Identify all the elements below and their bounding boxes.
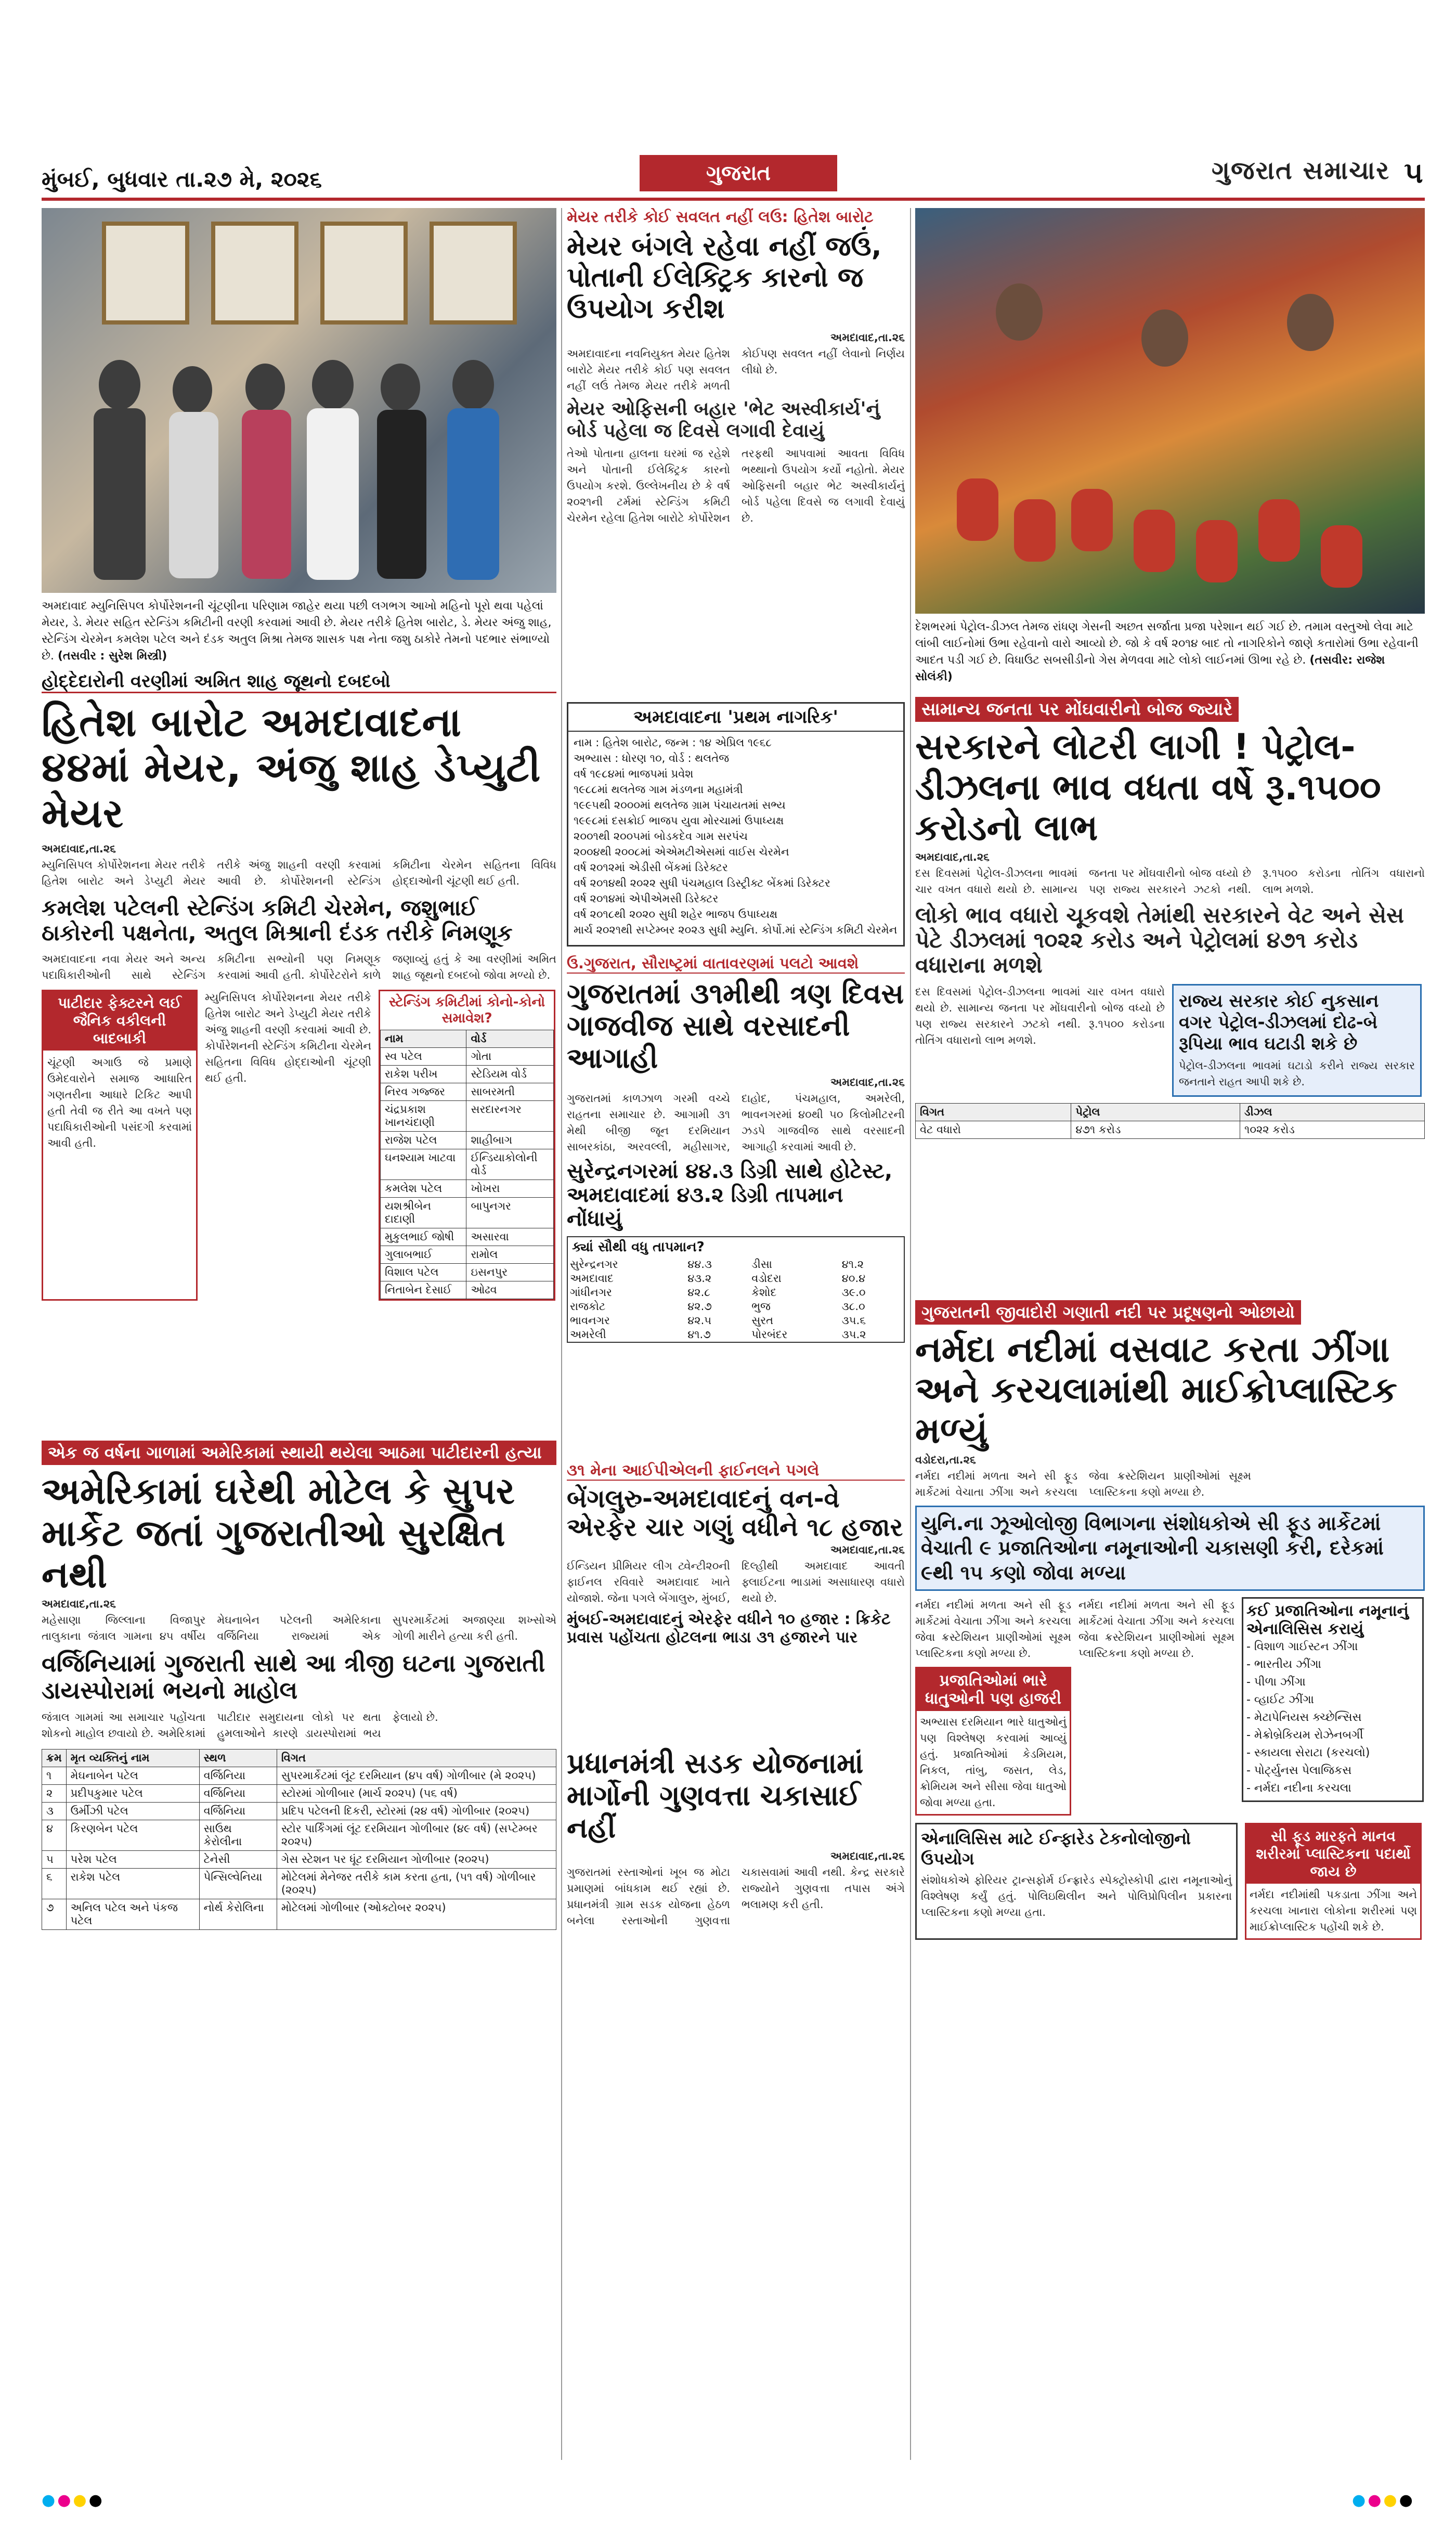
temperature-row	[568, 1272, 904, 1286]
committee-row	[381, 1065, 554, 1083]
patidar-box-body: ચૂંટણી અગાઉ જે પ્રમાણે ઉમેદવારોને સમાજ આધારિત ગણતરીના આધારે ટિકિટ આપી હતી તેવી જ રીતે આ વખતે પણ પદાધિકારીઓની પસંદગી કરવામાં આવી હતી.	[47, 1056, 192, 1149]
committee-name: નિતાબેન દેસાઈ	[381, 1281, 466, 1299]
airfare-dateline: અમદાવાદ,તા.૨૬	[830, 1544, 905, 1557]
committee-name: રાજેશ પટેલ	[381, 1131, 466, 1149]
us-dateline: અમદાવાદ,તા.૨૬	[42, 1597, 116, 1610]
us-table-cell: નોર્થ કેરોલિના	[199, 1899, 277, 1930]
narmada-col-3	[1242, 1597, 1424, 1816]
temperature-row	[568, 1258, 904, 1272]
temperature-value: ૩૫.૬	[841, 1314, 866, 1327]
temperature-city: અમદાવાદ	[570, 1272, 614, 1285]
temperature-value: ૩૮.૦	[841, 1300, 865, 1313]
narmada-body-2: નર્મદા નદીમાં મળતા અને સી ફૂડ માર્કેટમાં વેચાતા ઝીંગા અને કરચલા જેવા ક્રસ્ટેશિયન પ્રાણીઓમાં સૂક્ષ્મ પ્લાસ્ટિકના કણો મળ્યા છે.	[915, 1599, 1071, 1660]
airfare-story	[567, 1461, 905, 1737]
fuel-table-cell: ૧૦૨૨ કરોડ	[1240, 1121, 1425, 1138]
masthead-logo: ગુજરાત સમાચાર	[1212, 156, 1390, 185]
us-table-cell: ૫	[42, 1851, 67, 1869]
standing-committee-box	[379, 990, 555, 1301]
profile-title: અમદાવાદના 'પ્રથમ નાગરિક'	[568, 704, 903, 732]
temperature-value: ૪૧.૨	[841, 1258, 864, 1271]
us-table-cell: પરેશ પટેલ	[66, 1851, 199, 1869]
officials-photo	[42, 208, 556, 593]
profile-line: વર્ષ ૨૦૧૪માં એપીએમસી ડિરેક્ટર	[574, 892, 719, 905]
us-table-cell: વર્જિનિયા	[199, 1803, 277, 1820]
temperature-value: ૪૦.૪	[841, 1272, 866, 1285]
temperature-value: ૪૨.૮	[687, 1286, 710, 1299]
committee-row	[381, 1047, 554, 1065]
fuel-box-title: રાજ્ય સરકાર કોઈ નુકસાન વગર પેટ્રોલ-ડીઝલમાં દોઢ-બે રૂપિયા ભાવ ઘટાડી શકે છે	[1179, 991, 1379, 1055]
profile-line: ૨૦૦૪થી ૨૦૦૮માં એએમટીએસમાં વાઈસ ચેરમેન	[574, 846, 789, 858]
committee-row	[381, 1197, 554, 1228]
temperature-value: ૪૧.૭	[687, 1328, 711, 1341]
us-table-cell: સાઉથ કેરોલીના	[199, 1820, 277, 1851]
us-table-cell: સ્ટોર પાર્કિંગમાં લૂંટ દરમિયાન ગોળીબાર (૪૯ વર્ષ) (સપ્ટેમ્બર ૨૦૨૫)	[277, 1820, 556, 1851]
temperature-city: ભાવનગર	[570, 1314, 610, 1327]
us-table-cell: ઉર્મીઝી પટેલ	[66, 1803, 199, 1820]
species-item: - મેટાપેનિયસ ક્ચ્છેન્સિસ	[1246, 1711, 1362, 1725]
mayor-subhead: મેયર ઓફિસની બહાર 'ભેટ અસ્વીકાર્ય'નું બોર્ડ પહેલા જ દિવસે લગાવી દેવાયું	[567, 398, 880, 442]
infrared-box	[915, 1823, 1238, 1940]
committee-row	[381, 1228, 554, 1246]
heavy-metals-title: પ્રજાતિઓમાં ભારે ધાતુઓની પણ હાજરી	[917, 1668, 1070, 1711]
profile-line: માર્ચ ૨૦૨૧થી સપ્ટેમ્બર ૨૦૨૩ સુધી મ્યુનિ. કોર્પો.માં સ્ટેન્ડિંગ કમિટી ચેરમેન	[574, 924, 898, 936]
officials-photo-art	[42, 208, 556, 593]
profile-line: વર્ષ ૨૦૧૪થી ૨૦૨૨ સુધી પંચમહાલ ડિસ્ટ્રીક્ટ બેંકમાં ડિરેક્ટર	[574, 877, 830, 889]
committee-ward: અસારવા	[466, 1228, 554, 1246]
us-kicker: એક જ વર્ષના ગાળામાં અમેરિકામાં સ્થાયી થયેલા આઠમા પાટીદારની હત્યા	[42, 1441, 556, 1465]
committee-ward: ઈન્ડિયાકોલોની વોર્ડ	[466, 1149, 554, 1180]
fuel-table-row	[916, 1121, 1425, 1138]
committee-name: ગુલાબભાઈ	[381, 1246, 466, 1263]
seafood-title: સી ફૂડ મારફતે માનવ શરીરમાં પ્લાસ્ટિકના પદાર્થો જાય છે	[1246, 1824, 1420, 1884]
species-title: કઈ પ્રજાતિઓના નમૂનાનું એનાલિસિસ કરાયું	[1246, 1602, 1409, 1639]
us-table-header: વિગત	[277, 1750, 556, 1767]
profile-box	[567, 702, 905, 947]
narmada-story	[915, 1300, 1425, 2460]
us-table-header: સ્થળ	[199, 1750, 277, 1767]
mayor-story	[567, 208, 905, 614]
us-table-header: મૃત વ્યક્તિનું નામ	[66, 1750, 199, 1767]
dateline: મુંબઈ, બુધવાર તા.૨૭ મે, ૨૦૨૬	[42, 166, 322, 192]
committee-row	[381, 1246, 554, 1263]
species-item: - નર્મદા નદીના કરચલા	[1246, 1782, 1351, 1795]
temperature-title: ક્યાં સૌથી વધુ તાપમાન?	[572, 1239, 705, 1255]
committee-name: ચંદ્રપ્રકાશ ખાનચંદાણી	[381, 1100, 466, 1131]
us-body-2: જંત્રાલ ગામમાં આ સમાચાર પહોંચતા શોકનો માહોલ છવાયો છે. અમેરિકામાં પાટીદાર સમુદાયના લોકો પર થતા હુમલાઓને કારણે ડાયસ્પોરામાં ભય ફેલાયો છે.	[42, 1711, 438, 1740]
committee-col-ward: વોર્ડ	[466, 1030, 554, 1047]
profile-line: ૧૯૯૫થી ૨૦૦૦માં થલતેજ ગ્રામ પંચાયતમાં સભ્ય	[574, 799, 786, 811]
profile-line: વર્ષ ૧૯૮૪માં ભાજપમાં પ્રવેશ	[574, 768, 694, 780]
seafood-box	[1245, 1823, 1422, 1940]
us-table-cell: વર્જિનિયા	[199, 1767, 277, 1785]
fuel-body-2: દસ દિવસમાં પેટ્રોલ-ડીઝલના ભાવમાં ચાર વખત વધારો થયો છે. સામાન્ય જનતા પર મોંઘવારીનો બોજ વધ્યો છે પણ રાજ્ય સરકારને ઝટકો નથી. રૂ.૧૫૦૦ કરોડના તોતિંગ વધારાનો લાભ મળશે.	[915, 986, 1165, 1047]
us-table-row	[42, 1820, 556, 1851]
mayor-body-2: તેઓ પોતાના હાલના ઘરમાં જ રહેશે અને પોતાની ઈલેક્ટ્રિક કારનો ઉપયોગ કરશે. ઉલ્લેખનીય છે કે વર્ષ ૨૦૨૧ની ટર્મમાં સ્ટેન્ડિંગ કમિટી ચેરમેન રહેલા હિતેશ બારોટે કોર્પોરેશન તરફથી આપવામાં આવતા વિવિધ ભથ્થાનો ઉપયોગ કર્યો નહોતો. મેયર ઓફિસની બહાર ભેટ અસ્વીકાર્યનું બોર્ડ પહેલા દિવસે જ લગાવી દેવાયું છે.	[567, 447, 905, 525]
committee-ward: સ્ટેડિયમ વોર્ડ	[466, 1065, 554, 1083]
temperature-row	[568, 1314, 904, 1328]
species-item: - મેક્રોબ્રેકિયમ રોઝેનબર્ગી	[1246, 1729, 1363, 1742]
airfare-subhead: મુંબઈ-અમદાવાદનું એરફેર વધીને ૧૦ હજાર : ક્રિકેટ પ્રવાસ પહોંચતા હોટલના ભાડા ૩૧ હજારને પાર	[567, 1610, 891, 1647]
appointment-story	[42, 671, 556, 1430]
committee-ward: ઓઢવ	[466, 1281, 554, 1299]
us-table-cell: રાકેશ પટેલ	[66, 1869, 199, 1899]
us-table-cell: મેઘનાબેન પટેલ	[66, 1767, 199, 1785]
weather-headline: ગુજરાતમાં ૩૧મીથી ત્રણ દિવસ ગાજવીજ સાથે વરસાદની આગાહી	[567, 977, 904, 1075]
committee-name: મુકુલભાઈ જોષી	[381, 1228, 466, 1246]
species-box	[1242, 1597, 1424, 1802]
temperature-value: ૩૫.૨	[841, 1328, 866, 1341]
committee-ward: ઇસનપુર	[466, 1263, 554, 1281]
gas-caption-credit: (તસવીર: રાજેશ સોલંકી)	[915, 654, 1385, 683]
fuel-body: દસ દિવસમાં પેટ્રોલ-ડીઝલના ભાવમાં ચાર વખત વધારો થયો છે. સામાન્ય જનતા પર મોંઘવારીનો બોજ વધ્યો છે પણ રાજ્ય સરકારને ઝટકો નથી. રૂ.૧૫૦૦ કરોડના તોતિંગ વધારાનો લાભ મળશે.	[915, 866, 1425, 896]
us-table-row	[42, 1785, 556, 1803]
species-item: - વિશાળ ગાઈસ્ટન ઝીંગા	[1246, 1640, 1358, 1654]
temperature-row	[568, 1328, 904, 1342]
airfare-headline: બેંગલુરુ-અમદાવાદનું વન-વે એરફેર ચાર ગણું વધીને ૧૮ હજાર	[567, 1484, 903, 1543]
mayor-kicker: મેયર તરીકે કોઈ સવલત નહીં લઉં: હિતેશ બારોટ	[567, 208, 874, 226]
section-tag: ગુજરાત	[640, 155, 837, 191]
airfare-body: ઈન્ડિયન પ્રીમિયર લીગ ટ્વેન્ટી૨૦ની ફાઈનલ રવિવારે અમદાવાદ ખાતે યોજાશે. જેના પગલે બેંગાલુરુ, મુંબઈ, દિલ્હીથી અમદાવાદ આવતી ફ્લાઈટના ભાડામાં અસાધારણ વધારો થયો છે.	[567, 1560, 905, 1605]
narmada-body-3: નર્મદા નદીમાં મળતા અને સી ફૂડ માર્કેટમાં વેચાતા ઝીંગા અને કરચલા જેવા ક્રસ્ટેશિયન પ્રાણીઓમાં સૂક્ષ્મ પ્લાસ્ટિકના કણો મળ્યા છે.	[1078, 1599, 1234, 1660]
temperature-city: કેશોદ	[751, 1286, 777, 1299]
narmada-col-1	[915, 1597, 1071, 1816]
us-table-cell: ૭	[42, 1899, 67, 1930]
temperature-city: ડીસા	[751, 1258, 772, 1271]
appointment-body-3: મ્યુનિસિપલ કોર્પોરેશનના મેયર તરીકે હિતેશ બારોટ અને ડેપ્યુટી મેયર તરીકે અંજુ શાહની વરણી કરવામાં આવી છે. કોર્પોરેશનની સ્ટેન્ડિંગ કમિટીના ચેરમેન સહિતના વિવિધ હોદ્દાઓની ચૂંટણી થઈ હતી.	[205, 991, 371, 1084]
header-rule	[42, 198, 1425, 201]
us-table-cell: ૨	[42, 1785, 67, 1803]
fuel-kicker: સામાન્ય જનતા પર મોંઘવારીનો બોજ જ્યારે	[915, 697, 1239, 722]
us-table-cell: ૪	[42, 1820, 67, 1851]
temperature-city: વડોદરા	[751, 1272, 782, 1285]
temperature-box	[567, 1236, 905, 1343]
profile-lines	[568, 732, 903, 941]
heavy-metals-body: અભ્યાસ દરમિયાન ભારે ધાતુઓનું પણ વિશ્લેષણ કરવામાં આવ્યું હતું. પ્રજાતિઓમાં કેડમિયમ, નિકલ, તાંબુ, જસત, લેડ, ક્રોમિયમ અને સીસા જેવા ધાતુઓ જોવા મળ્યા હતા.	[920, 1716, 1067, 1809]
profile-line: ૧૯૯૮માં દસક્રોઈ ભાજપ યુવા મોરચામાં ઉપાધ્યક્ષ	[574, 814, 784, 827]
pmgsy-headline: પ્રધાનમંત્રી સડક યોજનામાં માર્ગોની ગુણવત્તા ચકાસાઈ નહીં	[567, 1747, 864, 1845]
species-item: - વ્હાઈટ ઝીંગા	[1246, 1693, 1314, 1707]
committee-name: રાકેશ પરીખ	[381, 1065, 466, 1083]
fuel-box	[1172, 984, 1422, 1096]
airfare-kicker: ૩૧ મેના આઈપીએલની ફાઈનલને પગલે	[567, 1461, 905, 1481]
committee-ward: સરદારનગર	[466, 1100, 554, 1131]
appointment-subhead: કમલેશ પટેલની સ્ટેન્ડિંગ કમિટી ચેરમેન, જશુભાઈ ઠાકોરની પક્ષનેતા, અતુલ મિશ્રાની દંડક તરીકે નિમણૂક	[42, 895, 513, 946]
temperature-row	[568, 1286, 904, 1300]
committee-ward: ગોતા	[466, 1047, 554, 1065]
gas-queue-photo-art	[915, 208, 1425, 614]
us-table-cell: ગેસ સ્ટેશન પર ધૂંટ દરમિયાન ગોળીબાર (૨૦૨૫)	[277, 1851, 556, 1869]
us-table-cell: પ્રદિપ પટેલની દિકરી, સ્ટોરમાં (૨૪ વર્ષ) ગોળીબાર (૨૦૨૫)	[277, 1803, 556, 1820]
patidar-box-title: પાટીદાર ફેક્ટરને લઈ જૈનિક વકીલની બાદબાકી	[43, 991, 196, 1051]
us-table-cell: ટેનેસી	[199, 1851, 277, 1869]
temperature-city: ગાંધીનગર	[570, 1286, 612, 1299]
us-subhead: વર્જિનિયામાં ગુજરાતી સાથે આ ત્રીજી ઘટના ગુજરાતી ડાયસ્પોરામાં ભયનો માહોલ	[42, 1649, 545, 1705]
gas-caption-text: દેશભરમાં પેટ્રોલ-ડીઝલ તેમજ રાંધણ ગેસની અછત સર્જાતા પ્રજા પરેશાન થઈ ગઈ છે. તમામ વસ્તુઓ લેવા માટે લાંબી લાઈનોમાં ઉભા રહેવાનો વારો આવ્યો છે. જો કે વર્ષ ૨૦૧૪ બાદ તો નાગરિકોને જાણે કતારોમાં ઉભા રહેવાની આદત પડી ગઈ છે. વિધાઉટ સબસીડીનો ગેસ મેળવવા માટે લોકો લાઈનમાં ઊભા રહે છે.	[915, 620, 1419, 667]
species-list	[1246, 1638, 1419, 1797]
profile-line: વર્ષ ૨૦૧૮થી ૨૦૨૦ સુધી શહેર ભાજપ ઉપાધ્યક્ષ	[574, 908, 778, 921]
narmada-kicker: ગુજરાતની જીવાદોરી ગણાતી નદી પર પ્રદૂષણનો ઓછાયો	[915, 1300, 1301, 1325]
seafood-body: નર્મદા નદીમાંથી પકડાતા ઝીંગા અને કરચલા ખાનારા લોકોના શરીરમાં પણ માઈક્રોપ્લાસ્ટિક પહોંચી શકે છે.	[1250, 1888, 1417, 1934]
us-table-row	[42, 1803, 556, 1820]
committee-ward: સાબરમતી	[466, 1083, 554, 1100]
committee-ward: રામોલ	[466, 1246, 554, 1263]
committee-ward: શાહીબાગ	[466, 1131, 554, 1149]
weather-story	[567, 954, 905, 1454]
temperature-city: રાજકોટ	[570, 1300, 606, 1313]
temperature-city: સુરેન્દ્રનગર	[570, 1258, 618, 1271]
pmgsy-story	[567, 1747, 905, 2460]
committee-row	[381, 1180, 554, 1197]
us-table-cell: ૧	[42, 1767, 67, 1785]
us-table-cell: મોટેલમાં ગોળીબાર (ઓક્ટોબર ૨૦૨૫)	[277, 1899, 556, 1930]
column-divider	[561, 208, 562, 2460]
fuel-table-cell: ૪૭૧ કરોડ	[1071, 1121, 1240, 1138]
committee-name: કમલેશ પટેલ	[381, 1180, 466, 1197]
lead-caption-credit: (તસવીર : સુરેશ મિસ્ત્રી)	[58, 650, 167, 663]
species-item: - ભારતીય ઝીંગા	[1246, 1658, 1321, 1671]
committee-name: સ્વ પટેલ	[381, 1047, 466, 1065]
heavy-metals-box	[915, 1667, 1071, 1816]
narmada-dateline: વડોદરા,તા.૨૬	[915, 1453, 976, 1466]
us-table-cell: પેન્સિલ્વેનિયા	[199, 1869, 277, 1899]
narmada-body: નર્મદા નદીમાં મળતા અને સી ફૂડ માર્કેટમાં વેચાતા ઝીંગા અને કરચલા જેવા ક્રસ્ટેશિયન પ્રાણીઓમાં સૂક્ષ્મ પ્લાસ્ટિકના કણો મળ્યા છે.	[915, 1469, 1251, 1498]
temperature-city: સુરત	[751, 1314, 774, 1327]
lead-caption-text: અમદાવાદ મ્યુનિસિપલ કોર્પોરેશનની ચૂંટણીના પરિણામ જાહેર થયા પછી લગભગ આખો મહિનો પૂરો થવા પહેલાં મેયર, ડે. મેયર સહિત સ્ટેન્ડિંગ કમિટીની વરણી કરવામાં આવી છે. મેયર તરીકે હિતેશ બારોટ, ડે. મેયર અંજુ શાહ, સ્ટેન્ડિંગ ચેરમેન કમલેશ પટેલ અને દંડક અતુલ મિશ્રા તેમજ શાસક પક્ષ નેતા જશુ ઠાકોરે તેમનો પદભાર સંભાળ્યો છે.	[42, 600, 552, 663]
committee-table	[380, 1030, 554, 1299]
temperature-value: ૪૨.૭	[687, 1300, 712, 1313]
committee-name: યશશ્રીબેન દાદાણી	[381, 1197, 466, 1228]
narmada-subhead: યુનિ.ના ઝૂઓલોજી વિભાગના સંશોધકોએ સી ફૂડ માર્કેટમાં વેચાતી ૯ પ્રજાતિઓના નમૂનાઓની ચકાસણી કરી, દરેકમાં ૯થી ૧૫ કણો જોવા મળ્યા	[915, 1506, 1425, 1591]
weather-dateline: અમદાવાદ,તા.૨૬	[830, 1076, 905, 1089]
us-table-cell: મોટેલમાં મેનેજર તરીકે કામ કરતા હતા, (૫૧ વર્ષ) ગોળીબાર (૨૦૨૫)	[277, 1869, 556, 1899]
appointment-kicker: હોદ્દેદારોની વરણીમાં અમિત શાહ જૂથનો દબદબો	[42, 671, 556, 693]
fuel-table-header: વિગત	[916, 1103, 1071, 1121]
appointment-headline: હિતેશ બારોટ અમદાવાદના ૪૪માં મેયર, અંજુ શાહ ડેપ્યુટી મેયર	[42, 699, 541, 836]
gas-photo-caption	[915, 619, 1425, 692]
profile-line: નામ : હિતેશ બારોટ, જન્મ : ૧૪ એપ્રિલ ૧૯૬૮	[574, 736, 772, 749]
page-number: ૫	[1404, 156, 1423, 190]
infrared-title: એનાલિસિસ માટે ઈન્ફારેડ ટેકનોલોજીનો ઉપયોગ	[921, 1829, 1191, 1869]
registration-marks: ●●●●	[1352, 2491, 1415, 2509]
mayor-headline: મેયર બંગલે રહેવા નહીં જઉં, પોતાની ઈલેક્ટ્રિક કારનો જ ઉપયોગ કરીશ	[567, 231, 882, 325]
profile-line: ૨૦૦૧થી ૨૦૦૫માં બોડકદેવ ગામ સરપંચ	[574, 830, 748, 843]
committee-row	[381, 1100, 554, 1131]
narmada-headline: નર્મદા નદીમાં વસવાટ કરતા ઝીંગા અને કરચલામાંથી માઈક્રોપ્લાસ્ટિક મળ્યું	[915, 1329, 1397, 1452]
committee-name: ઘનશ્યામ ખાટવા	[381, 1149, 466, 1180]
weather-kicker: ઉ.ગુજરાત, સૌરાષ્ટ્રમાં વાતાવરણમાં પલટો આવશે	[567, 954, 905, 974]
profile-line: અભ્યાસ : ધોરણ ૧૦, વોર્ડ : થલતેજ	[574, 752, 730, 764]
appointment-dateline: અમદાવાદ,તા.૨૬	[42, 843, 116, 856]
committee-row	[381, 1131, 554, 1149]
committee-name: વિશાલ પટેલ	[381, 1263, 466, 1281]
committee-row	[381, 1083, 554, 1100]
fuel-dateline: અમદાવાદ,તા.૨૬	[915, 850, 990, 863]
mayor-dateline: અમદાવાદ,તા.૨૬	[830, 331, 905, 344]
us-table-cell: વર્જિનિયા	[199, 1785, 277, 1803]
temperature-city: અમરેલી	[570, 1328, 606, 1341]
us-table-cell: ૩	[42, 1803, 67, 1820]
temperature-city: ભુજ	[751, 1300, 771, 1313]
fuel-table	[915, 1103, 1425, 1139]
committee-name: નિરવ ગજ્જર	[381, 1083, 466, 1100]
pmgsy-body: ગુજરાતમાં રસ્તાઓનાં ખૂબ જ મોટા પ્રમાણમાં બાંધકામ થઈ રહ્યાં છે. પ્રધાનમંત્રી ગ્રામ સડક યોજના હેઠળ બનેલા રસ્તાઓની ગુણવત્તા ચકાસવામાં આવી નથી. કેન્દ્ર સરકારે રાજ્યોને ગુણવત્તા તપાસ અંગે ભલામણ કરી હતી.	[567, 1866, 905, 1927]
fuel-table-header: ડીઝલ	[1240, 1103, 1425, 1121]
temperature-city: પોરબંદર	[751, 1328, 788, 1341]
committee-col-name: નામ	[381, 1030, 466, 1047]
fuel-box-body: પેટ્રોલ-ડીઝલના ભાવમાં ઘટાડો કરીને રાજ્ય સરકાર જનતાને રાહત આપી શકે છે.	[1179, 1059, 1415, 1088]
profile-line: ૧૯૮૮માં થલતેજ ગામ મંડળના મહામંત્રી	[574, 783, 743, 796]
fuel-table-header: પેટ્રોલ	[1071, 1103, 1240, 1121]
committee-title: સ્ટેન્ડિંગ કમિટીમાં કોનો-કોનો સમાવેશ?	[380, 991, 554, 1030]
us-table-row	[42, 1899, 556, 1930]
committee-row	[381, 1263, 554, 1281]
species-item: - પીળા ઝીંગા	[1246, 1676, 1306, 1689]
committee-row	[381, 1149, 554, 1180]
us-table-row	[42, 1869, 556, 1899]
us-table-cell: કિરણબેન પટેલ	[66, 1820, 199, 1851]
temperature-value: ૪૨.૫	[687, 1314, 712, 1327]
patidar-box	[42, 990, 198, 1301]
species-item: - પોર્ટ્યુનસ પેલાજિકસ	[1246, 1764, 1352, 1778]
fuel-story	[915, 697, 1425, 1290]
fuel-headline: સરકારને લોટરી લાગી ! પેટ્રોલ-ડીઝલના ભાવ વધતા વર્ષે રૂ.૧૫૦૦ કરોડનો લાભ	[915, 727, 1381, 849]
fuel-subhead: લોકો ભાવ વધારો ચૂકવશે તેમાંથી સરકારને વેટ અને સેસ પેટે ડીઝલમાં ૧૦૨૨ કરોડ અને પેટ્રોલમાં ૪૭૧ કરોડ વધારાના મળશે	[915, 902, 1405, 978]
temperature-value: ૩૯.૦	[841, 1286, 866, 1299]
temperature-row	[568, 1300, 904, 1314]
weather-subhead: સુરેન્દ્રનગરમાં ૪૪.૩ ડિગ્રી સાથે હોટેસ્ટ, અમદાવાદમાં ૪૩.૨ ડિગ્રી તાપમાન નોંધાયું	[567, 1159, 893, 1232]
fuel-table-cell: વેટ વધારો	[916, 1121, 1071, 1138]
appointment-body-2: અમદાવાદના નવા મેયર અને અન્ય પદાધિકારીઓની સાથે સ્ટેન્ડિંગ કમિટીના સભ્યોની પણ નિમણૂક કરવામાં આવી હતી. કોર્પોરેટરોને કાળે જણાવ્યું હતું કે આ વરણીમાં અમિત શાહ જૂથનો દબદબો જોવા મળ્યો છે.	[42, 952, 556, 981]
weather-body: ગુજરાતમાં કાળઝાળ ગરમી વચ્ચે રાહતના સમાચાર છે. આગામી ૩૧ મેથી બીજી જૂન દરમિયાન સાબરકાંઠા, અરવલ્લી, મહીસાગર, દાહોદ, પંચમહાલ, અમરેલી, ભાવનગરમાં ૪૦થી ૫૦ કિલોમીટરની ઝડપે ગાજવીજ સાથે વરસાદની આગાહી કરવામાં આવી છે.	[567, 1092, 905, 1154]
temperature-table	[568, 1258, 904, 1342]
committee-row	[381, 1281, 554, 1299]
us-table-cell: સ્ટોરમાં ગોળીબાર (માર્ચ ૨૦૨૫) (૫૬ વર્ષ)	[277, 1785, 556, 1803]
temperature-value: ૪૪.૩	[687, 1258, 712, 1271]
infrared-body: સંશોધકોએ ફોરિયર ટ્રાન્સફોર્મ ઈન્ફ્રારેડ સ્પેક્ટ્રોસ્કોપી દ્વારા નમૂનાઓનું વિશ્લેષણ કર્યું હતું. પોલિઇથિલીન અને પોલિપ્રોપિલીન પ્રકારના પ્લાસ્ટિકના કણો મળ્યા હતા.	[921, 1874, 1232, 1919]
lead-photo-caption	[42, 598, 556, 666]
species-item: - સ્કાયલા સેરાટા (કરચલો)	[1246, 1746, 1370, 1760]
mayor-body: અમદાવાદના નવનિયુક્ત મેયર હિતેશ બારોટે મેયર તરીકે કોઈ પણ સવલત નહીં લઉં તેમજ મેયર તરીકે મળતી કોઈપણ સવલત નહીં લેવાનો નિર્ણય લીધો છે.	[567, 347, 905, 393]
us-victims-table	[42, 1749, 556, 1930]
pmgsy-dateline: અમદાવાદ,તા.૨૬	[830, 1850, 905, 1863]
committee-ward: ખોખરા	[466, 1180, 554, 1197]
us-table-cell: સુપરમાર્કેટમાં લૂંટ દરમિયાન (૪૫ વર્ષ) ગોળીબાર (મે ૨૦૨૫)	[277, 1767, 556, 1785]
us-story	[42, 1441, 556, 2460]
us-table-cell: ૬	[42, 1869, 67, 1899]
appointment-body: મ્યુનિસિપલ કોર્પોરેશનના મેયર તરીકે હિતેશ બારોટ અને ડેપ્યુટી મેયર તરીકે અંજુ શાહની વરણી કરવામાં આવી છે. કોર્પોરેશનની સ્ટેન્ડિંગ કમિટીના ચેરમેન સહિતના વિવિધ હોદ્દાઓની ચૂંટણી થઈ હતી.	[42, 859, 556, 888]
us-table-cell: પ્રદીપકુમાર પટેલ	[66, 1785, 199, 1803]
registration-marks: ●●●●	[42, 2491, 105, 2509]
temperature-value: ૪૩.૨	[687, 1272, 712, 1285]
profile-line: વર્ષ ૨૦૧૨માં એડીસી બેંકમાં ડિરેક્ટર	[574, 861, 728, 874]
committee-ward: બાપુનગર	[466, 1197, 554, 1228]
us-table-cell: અનિલ પટેલ અને પંકજ પટેલ	[66, 1899, 199, 1930]
us-headline: અમેરિકામાં ઘરેથી મોટેલ કે સુપર માર્કેટ જતાં ગુજરાતીઓ સુરક્ષિત નથી	[42, 1470, 515, 1596]
us-table-row	[42, 1851, 556, 1869]
column-divider	[910, 208, 911, 2460]
gas-queue-photo	[915, 208, 1425, 614]
us-body: મહેસાણા જિલ્લાના વિજાપુર તાલુકાના જંત્રાલ ગામના ૪૫ વર્ષીય મેઘનાબેન પટેલની અમેરિકાના વર્જિનિયા રાજ્યમાં એક સુપરમાર્કેટમાં અજાણ્યા શખ્સોએ ગોળી મારીને હત્યા કરી હતી.	[42, 1613, 556, 1642]
us-table-row	[42, 1767, 556, 1785]
us-table-header: ક્રમ	[42, 1750, 67, 1767]
